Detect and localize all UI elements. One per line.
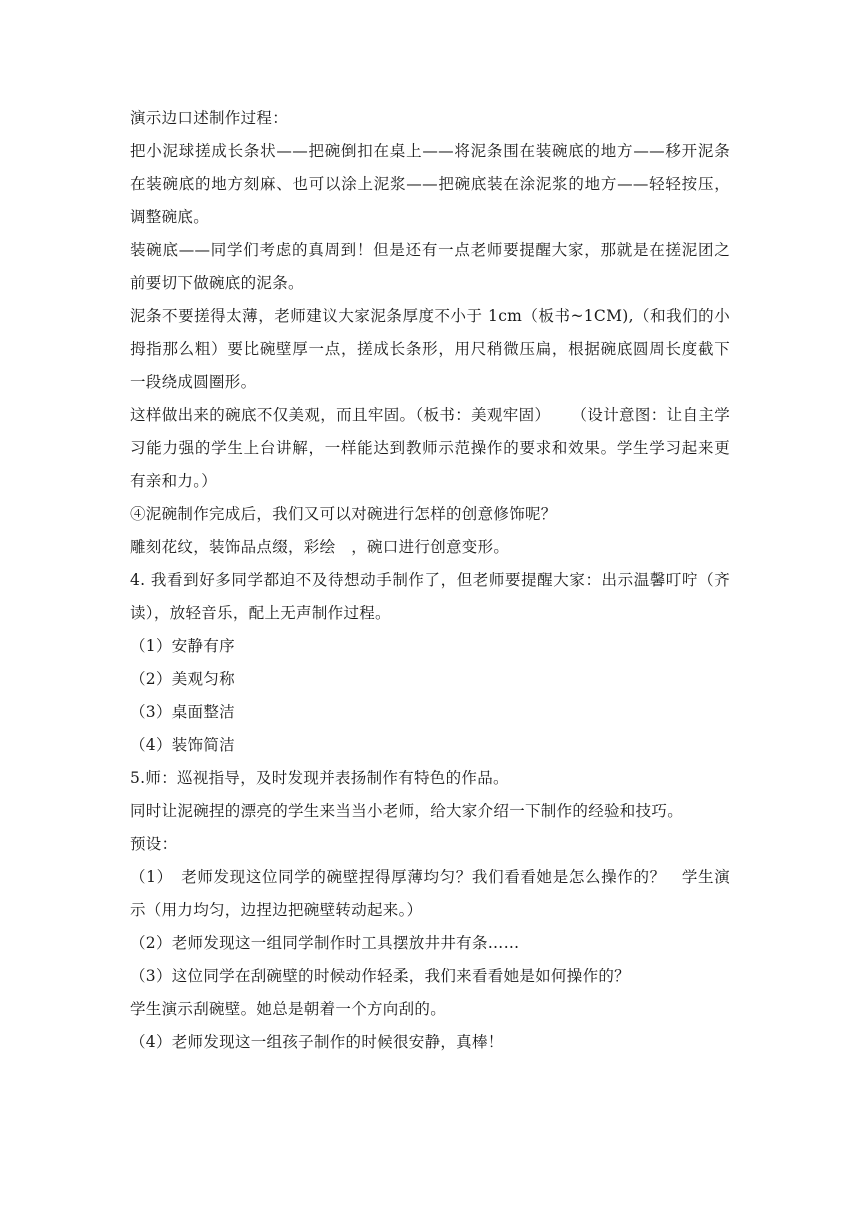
paragraph-preset-heading: 预设： [130,835,178,853]
paragraph-teacher-guidance: 5.师：巡视指导，及时发现并表扬制作有特色的作品。 [130,769,509,787]
preset-item-4: （4）老师发现这一组孩子制作的时候很安静，真棒！ [130,1033,504,1051]
list-item-symmetry: （2）美观匀称 [130,670,235,688]
list-item-simple-decoration: （4）装饰简洁 [130,736,235,754]
paragraph-decoration-methods: 雕刻花纹，装饰品点缀，彩绘 ，碗口进行创意变形。 [130,538,510,556]
list-item-clean-desk: （3）桌面整洁 [130,703,235,721]
list-item-quiet: （1）安静有序 [130,637,235,655]
paragraph-decoration-question: ④泥碗制作完成后，我们又可以对碗进行怎样的创意修饰呢？ [130,505,557,523]
paragraph-reminder: 4. 我看到好多同学都迫不及待想动手制作了，但老师要提醒大家：出示温馨叮咛（齐读），放轻音乐，配上无声制作过程。 [130,571,730,622]
paragraph-scraping-demo: 学生演示刮碗壁。她总是朝着一个方向刮的。 [130,1000,447,1018]
paragraph-clay-thickness: 泥条不要搓得太薄，老师建议大家泥条厚度不小于 1cm（板书~1CM),（和我们的小拇指那么粗）要比碗壁厚一点，搓成长条形，用尺稍微压扁，根据碗底圆周长度截下一段绕成圆圈形。 [130,307,730,391]
paragraph-intro-heading: 演示边口述制作过程： [130,109,289,127]
paragraph-bowl-bottom: 装碗底——同学们考虑的真周到！但是还有一点老师要提醒大家，那就是在搓泥团之前要切下做碗底的泥条。 [130,241,730,292]
preset-item-1: （1） 老师发现这位同学的碗壁捏得厚薄均匀？我们看看她是怎么操作的？ 学生演示（用力均匀，边捏边把碗壁转动起来。） [130,868,730,919]
preset-item-2: （2）老师发现这一组同学制作时工具摆放井井有条…… [130,934,520,952]
document-body [130,102,730,1059]
preset-item-3: （3）这位同学在刮碗壁的时候动作轻柔，我们来看看她是如何操作的？ [130,967,630,985]
paragraph-process-steps: 把小泥球搓成长条状——把碗倒扣在桌上——将泥条围在装碗底的地方——移开泥条在装碗底的地方刻麻、也可以涂上泥浆——把碗底装在涂泥浆的地方——轻轻按压，调整碗底。 [130,142,730,226]
paragraph-student-teacher: 同时让泥碗捏的漂亮的学生来当当小老师，给大家介绍一下制作的经验和技巧。 [130,802,684,820]
paragraph-design-intent: 这样做出来的碗底不仅美观，而且牢固。（板书：美观牢固） （设计意图：让自主学习能力强的学生上台讲解，一样能达到教师示范操作的要求和效果。学生学习起来更有亲和力。） [130,406,730,490]
